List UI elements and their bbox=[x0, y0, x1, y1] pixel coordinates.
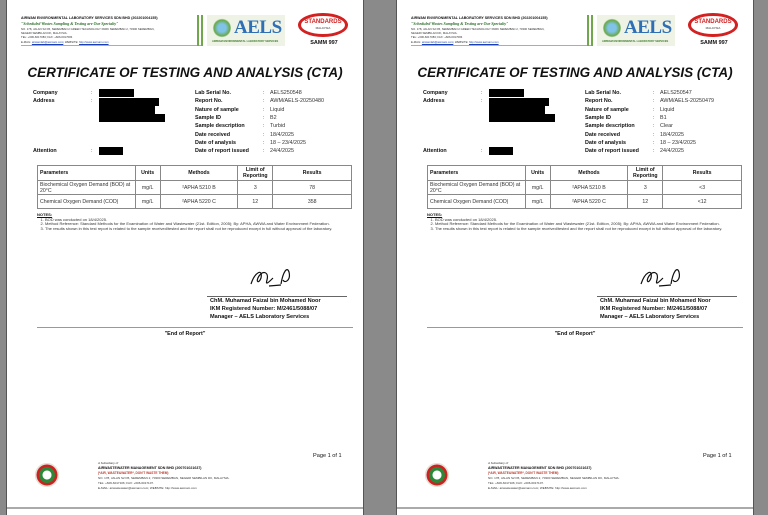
page-number: Page 1 of 1 bbox=[703, 453, 732, 459]
samm-number: SAMM 997 bbox=[700, 40, 728, 46]
nature-label: Nature of sample bbox=[585, 106, 629, 113]
redacted-address bbox=[99, 106, 155, 114]
date-received-label: Date received bbox=[195, 131, 231, 138]
method-cell: ²APHA 5220 C bbox=[160, 195, 238, 209]
website-link[interactable]: http://www.awmam.com bbox=[469, 40, 499, 44]
standards-malaysia-logo bbox=[685, 13, 743, 39]
date-received-value: 18/4/2025 bbox=[270, 131, 294, 138]
attention-label: Attention bbox=[423, 148, 447, 154]
end-of-report: "End of Report" bbox=[164, 331, 206, 337]
signature-rule bbox=[207, 296, 347, 297]
signature-image bbox=[637, 262, 687, 292]
standards-text: STANDARDS bbox=[694, 19, 732, 25]
lab-company-name: AIRWAM ENVIRONMENTAL LABORATORY SERVICES SDN BHD (202201004155) bbox=[21, 16, 158, 20]
date-issued-label: Date of report issued bbox=[585, 148, 639, 155]
standards-country: MALAYSIA bbox=[705, 26, 721, 30]
parameter-cell: Chemical Oxygen Demand (COD) bbox=[38, 195, 136, 209]
footer-subsidiary: A Subsidiary of bbox=[488, 461, 509, 465]
footer-slogan: (*AIR, WASTE&WATER*, DON'T WASTE THEM) bbox=[98, 471, 169, 475]
header-results: Results bbox=[273, 166, 352, 181]
lab-contact: E-MAIL: airwamlab@awmam.com; WEBSITE: http://www.awmam.com bbox=[21, 40, 109, 44]
result-cell: 78 bbox=[273, 181, 352, 195]
lab-serial-value: AELS250547 bbox=[660, 90, 692, 96]
notes-heading: NOTES: bbox=[37, 212, 53, 217]
date-received-value: 18/4/2025 bbox=[660, 131, 684, 138]
website-link[interactable]: http://www.awmam.com bbox=[79, 40, 109, 44]
header-results: Results bbox=[663, 166, 742, 181]
address-label: Address bbox=[33, 98, 55, 104]
note-item: 2. Method Reference: Standard Methods for the Examination of Water and Wastewater (21st. Edition, 2005); By: APHA, AWWA and Water Environment Federation. bbox=[435, 222, 743, 227]
redacted-company bbox=[99, 89, 134, 97]
bottom-rule bbox=[7, 507, 363, 509]
header-units: Units bbox=[525, 166, 550, 181]
aels-logo bbox=[207, 15, 285, 46]
lab-serial-value: AELS250548 bbox=[270, 90, 302, 96]
redacted-attention bbox=[99, 147, 123, 155]
limit-cell: 3 bbox=[628, 181, 663, 195]
colon: : bbox=[653, 139, 655, 146]
website-label: WEBSITE: bbox=[64, 40, 79, 44]
parameter-cell: Chemical Oxygen Demand (COD) bbox=[428, 195, 526, 209]
note-item: 1. BOD was conducted on 18/4/2025. bbox=[435, 218, 743, 223]
end-rule bbox=[37, 327, 353, 328]
date-analysis-value: 18 – 23/4/2025 bbox=[270, 139, 306, 146]
signatory-role: Manager – AELS Laboratory Services bbox=[210, 314, 310, 320]
certificate-title: CERTIFICATE OF TESTING AND ANALYSIS (CTA) bbox=[417, 65, 733, 80]
lab-company-name: AIRWAM ENVIRONMENTAL LABORATORY SERVICES SDN BHD (202201004155) bbox=[411, 16, 548, 20]
website-label: WEBSITE: bbox=[454, 40, 469, 44]
notes-section bbox=[37, 213, 353, 231]
unit-cell: mg/L bbox=[135, 181, 160, 195]
table-row bbox=[38, 195, 352, 209]
sample-desc-label: Sample description bbox=[585, 123, 635, 130]
page-number: Page 1 of 1 bbox=[313, 453, 342, 459]
colon: : bbox=[653, 106, 655, 113]
address-label: Address bbox=[423, 98, 445, 104]
date-issued-value: 24/4/2025 bbox=[270, 148, 294, 155]
header-bar bbox=[587, 15, 589, 46]
colon: : bbox=[263, 106, 265, 113]
bottom-rule bbox=[397, 507, 753, 509]
note-item: 3. The results shown in this test report is related to the sample received/tested and the report shall not be reproduced except in full without approval of the laboratory. bbox=[45, 227, 353, 232]
standards-country: MALAYSIA bbox=[315, 26, 331, 30]
colon: : bbox=[263, 98, 265, 105]
lab-address-2: NEGERI SEMBILAN DK, MALAYSIA. bbox=[21, 30, 68, 35]
flask-icon bbox=[603, 18, 621, 38]
signatory-name: ChM. Muhamad Faizal bin Mohamed Noor bbox=[600, 298, 711, 304]
colon: : bbox=[653, 98, 655, 105]
company-label: Company bbox=[423, 90, 448, 96]
company-label: Company bbox=[33, 90, 58, 96]
sample-id-label: Sample ID bbox=[195, 114, 222, 121]
table-row bbox=[428, 195, 742, 209]
aels-logo-subtitle: AIRWAM ENVIRONMENTAL LABORATORY SERVICES bbox=[602, 40, 669, 43]
colon: : bbox=[91, 148, 93, 154]
result-cell: <12 bbox=[663, 195, 742, 209]
report-no-value: AWM/AELS-20250480 bbox=[270, 98, 325, 105]
header-methods: Methods bbox=[160, 166, 238, 181]
aels-logo bbox=[597, 15, 675, 46]
colon: : bbox=[653, 114, 655, 121]
footer-subsidiary: A Subsidiary of bbox=[98, 461, 119, 465]
lab-phone: TEL: +606-6017083; FAX: +606-6017084 bbox=[411, 35, 463, 39]
lab-address-1: NO. 178, JALAN S2 D5, SEREMBAN 2 GREEN TECHNOLOGY PARK SEREMBAN 2, 70300 SEREMBAN, bbox=[411, 27, 545, 31]
sample-id-value: B2 bbox=[270, 114, 277, 121]
sample-desc-value: Turbid bbox=[270, 123, 286, 130]
colon: : bbox=[653, 90, 655, 96]
header-limit: Limit of Reporting bbox=[628, 166, 663, 181]
report-no-value: AWM/AELS-20250479 bbox=[660, 98, 715, 105]
samm-number: SAMM 997 bbox=[310, 40, 338, 46]
certificate-page bbox=[6, 0, 364, 515]
footer-phone: TEL: +606-6017106; FAX: +606-6017107. bbox=[488, 481, 544, 485]
table-header-row bbox=[428, 166, 742, 181]
header-bar bbox=[201, 15, 203, 46]
limit-cell: 12 bbox=[238, 195, 273, 209]
unit-cell: mg/L bbox=[525, 181, 550, 195]
redacted-address bbox=[99, 114, 165, 122]
date-issued-value: 24/4/2025 bbox=[660, 148, 684, 155]
signatory-registration: IKM Registered Number: M/2461/5088/07 bbox=[600, 306, 708, 312]
email-label: E-MAIL: bbox=[411, 40, 422, 44]
flask-icon bbox=[213, 18, 231, 38]
table-header-row bbox=[38, 166, 352, 181]
footer-email: E-MAIL: airwastewater@awmam.com; WEBSITE: http://www.awmam.com bbox=[488, 486, 587, 490]
redacted-company bbox=[489, 89, 524, 97]
date-issued-label: Date of report issued bbox=[195, 148, 249, 155]
lab-tagline: "Scheduled Wastes Sampling & Testing are Our Specialty" bbox=[21, 21, 119, 26]
method-cell: ²APHA 5210 B bbox=[550, 181, 628, 195]
date-analysis-label: Date of analysis bbox=[585, 139, 627, 146]
unit-cell: mg/L bbox=[525, 195, 550, 209]
colon: : bbox=[91, 90, 93, 96]
redacted-address bbox=[489, 98, 549, 106]
standards-oval-icon bbox=[298, 13, 348, 37]
end-of-report: "End of Report" bbox=[554, 331, 596, 337]
note-item: 3. The results shown in this test report is related to the sample received/tested and the report shall not be reproduced except in full without approval of the laboratory. bbox=[435, 227, 743, 232]
colon: : bbox=[653, 131, 655, 138]
standards-malaysia-logo bbox=[295, 13, 353, 39]
notes-section bbox=[427, 213, 743, 231]
colon: : bbox=[263, 114, 265, 121]
certificate-title: CERTIFICATE OF TESTING AND ANALYSIS (CTA) bbox=[27, 65, 343, 80]
footer-company: AIRWASTEWATER MANAGEMENT SDN BHD (200701021637) bbox=[488, 466, 592, 470]
lab-address-2: NEGERI SEMBILAN DK, MALAYSIA. bbox=[411, 30, 458, 35]
nature-value: Liquid bbox=[270, 106, 285, 113]
unit-cell: mg/L bbox=[135, 195, 160, 209]
end-rule bbox=[427, 327, 743, 328]
lab-address-1: NO. 178, JALAN S2 D5, SEREMBAN 2 GREEN TECHNOLOGY PARK SEREMBAN 2, 70300 SEREMBAN, bbox=[21, 27, 155, 31]
colon: : bbox=[263, 139, 265, 146]
signatory-name: ChM. Muhamad Faizal bin Mohamed Noor bbox=[210, 298, 321, 304]
limit-cell: 3 bbox=[238, 181, 273, 195]
results-table bbox=[427, 165, 742, 209]
nature-value: Liquid bbox=[660, 106, 675, 113]
colon: : bbox=[263, 123, 265, 130]
header-limit: Limit of Reporting bbox=[238, 166, 273, 181]
header-parameters: Parameters bbox=[38, 166, 136, 181]
result-cell: <3 bbox=[663, 181, 742, 195]
footer-phone: TEL: +606-6017106; FAX: +606-6017107. bbox=[98, 481, 154, 485]
aels-logo-subtitle: AIRWAM ENVIRONMENTAL LABORATORY SERVICES bbox=[212, 40, 279, 43]
note-item: 2. Method Reference: Standard Methods for the Examination of Water and Wastewater (21st. Edition, 2005); By: APHA, AWWA and Water Environment Federation. bbox=[45, 222, 353, 227]
standards-oval-icon bbox=[688, 13, 738, 37]
lab-serial-label: Lab Serial No. bbox=[195, 90, 231, 96]
standards-text: STANDARDS bbox=[304, 19, 342, 25]
colon: : bbox=[481, 90, 483, 96]
header-methods: Methods bbox=[550, 166, 628, 181]
footer-address: NO. 178, JALAN S2 D5, SEREMBAN 2, 70300 SEREMBAN, NEGERI SEMBILAN DK, MALAYSIA. bbox=[98, 476, 230, 480]
email-link[interactable]: airwamlab@awmam.com bbox=[31, 40, 64, 44]
colon: : bbox=[481, 148, 483, 154]
method-cell: ²APHA 5210 B bbox=[160, 181, 238, 195]
signature-image bbox=[247, 262, 297, 292]
header-bar bbox=[591, 15, 593, 46]
report-no-label: Report No. bbox=[195, 98, 223, 105]
report-no-label: Report No. bbox=[585, 98, 613, 105]
header-units: Units bbox=[135, 166, 160, 181]
result-cell: 358 bbox=[273, 195, 352, 209]
airwastewater-logo bbox=[425, 463, 449, 487]
redacted-address bbox=[489, 106, 545, 114]
method-cell: ²APHA 5220 C bbox=[550, 195, 628, 209]
signatory-registration: IKM Registered Number: M/2461/5088/07 bbox=[210, 306, 318, 312]
redacted-address bbox=[489, 114, 555, 122]
lab-phone: TEL: +606-6017083; FAX: +606-6017084 bbox=[21, 35, 73, 39]
signature-rule bbox=[597, 296, 737, 297]
certificate-page bbox=[396, 0, 754, 515]
parameter-cell: Biochemical Oxygen Demand (BOD) at 20°C bbox=[38, 181, 136, 195]
date-analysis-value: 18 – 23/4/2025 bbox=[660, 139, 696, 146]
colon: : bbox=[263, 131, 265, 138]
sample-desc-label: Sample description bbox=[195, 123, 245, 130]
lab-contact: E-MAIL: airwamlab@awmam.com; WEBSITE: http://www.awmam.com bbox=[411, 40, 499, 44]
colon: : bbox=[653, 123, 655, 130]
colon: : bbox=[263, 90, 265, 96]
header-parameters: Parameters bbox=[428, 166, 526, 181]
redacted-address bbox=[99, 98, 159, 106]
colon: : bbox=[91, 98, 93, 104]
aels-logo-text: AELS bbox=[234, 17, 282, 38]
date-received-label: Date received bbox=[585, 131, 621, 138]
sample-id-label: Sample ID bbox=[585, 114, 612, 121]
redacted-attention bbox=[489, 147, 513, 155]
sample-desc-value: Clear bbox=[660, 123, 673, 130]
header-rule bbox=[21, 45, 203, 46]
colon: : bbox=[481, 98, 483, 104]
footer-slogan: (*AIR, WASTE&WATER*, DON'T WASTE THEM) bbox=[488, 471, 559, 475]
parameter-cell: Biochemical Oxygen Demand (BOD) at 20°C bbox=[428, 181, 526, 195]
results-table bbox=[37, 165, 352, 209]
colon: : bbox=[263, 148, 265, 155]
airwastewater-logo bbox=[35, 463, 59, 487]
attention-label: Attention bbox=[33, 148, 57, 154]
header-bar bbox=[197, 15, 199, 46]
note-item: 1. BOD was conducted on 18/4/2025. bbox=[45, 218, 353, 223]
colon: : bbox=[653, 148, 655, 155]
lab-serial-label: Lab Serial No. bbox=[585, 90, 621, 96]
nature-label: Nature of sample bbox=[195, 106, 239, 113]
footer-address: NO. 178, JALAN S2 D5, SEREMBAN 2, 70300 SEREMBAN, NEGERI SEMBILAN DK, MALAYSIA. bbox=[488, 476, 620, 480]
date-analysis-label: Date of analysis bbox=[195, 139, 237, 146]
email-link[interactable]: airwamlab@awmam.com bbox=[421, 40, 454, 44]
lab-tagline: "Scheduled Wastes Sampling & Testing are Our Specialty" bbox=[411, 21, 509, 26]
sample-id-value: B1 bbox=[660, 114, 667, 121]
table-row bbox=[428, 181, 742, 195]
email-label: E-MAIL: bbox=[21, 40, 32, 44]
notes-heading: NOTES: bbox=[427, 212, 443, 217]
signatory-role: Manager – AELS Laboratory Services bbox=[600, 314, 700, 320]
header-rule bbox=[411, 45, 593, 46]
aels-logo-text: AELS bbox=[624, 17, 672, 38]
footer-company: AIRWASTEWATER MANAGEMENT SDN BHD (200701021637) bbox=[98, 466, 202, 470]
table-row bbox=[38, 181, 352, 195]
footer-email: E-MAIL: airwastewater@awmam.com; WEBSITE: http://www.awmam.com bbox=[98, 486, 197, 490]
limit-cell: 12 bbox=[628, 195, 663, 209]
